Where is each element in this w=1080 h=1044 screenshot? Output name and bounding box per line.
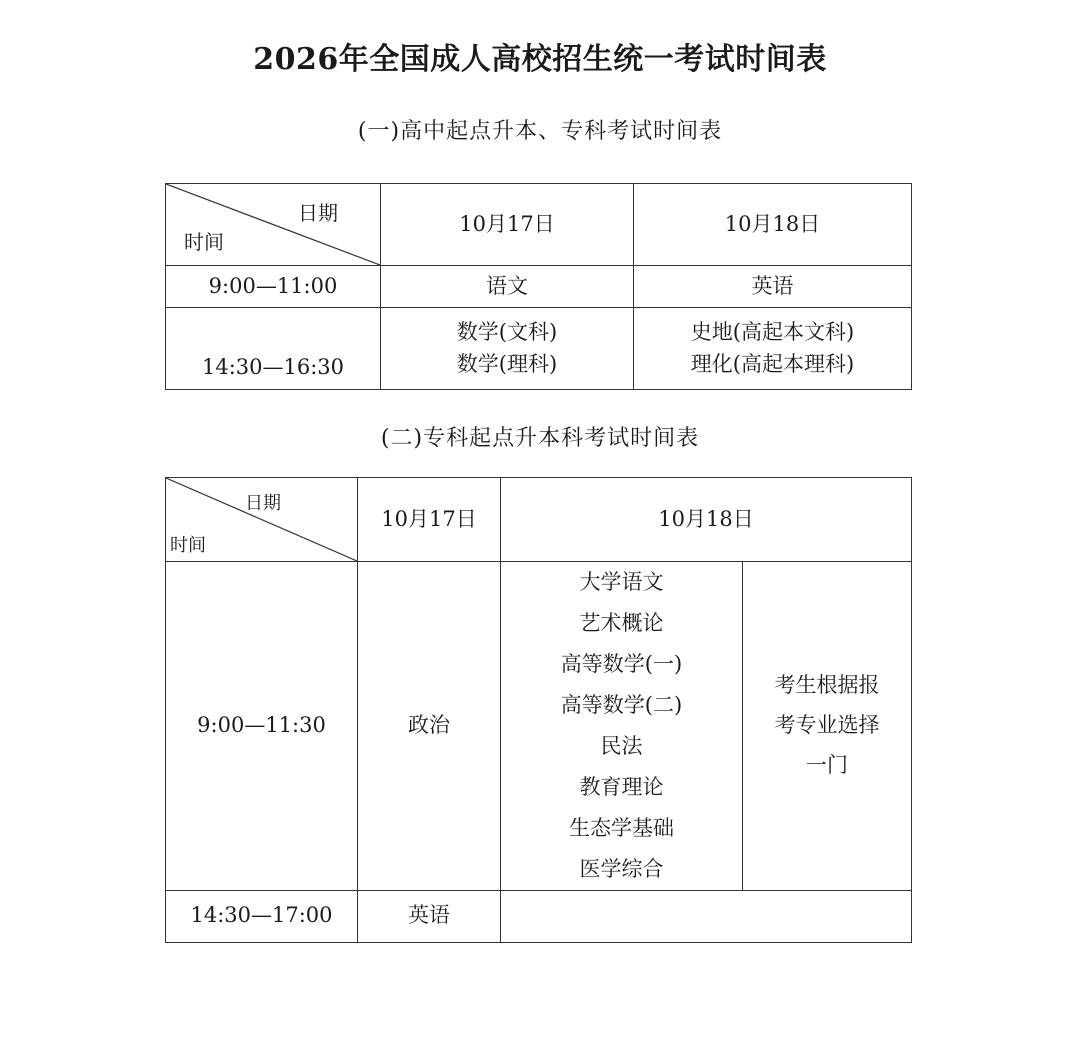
note-line: 考生根据报 [774, 672, 880, 697]
table1-day1-header: 10月17日 [381, 184, 634, 266]
table1-day1-cell [381, 308, 634, 390]
table2-day2-subjects-cell [501, 562, 743, 891]
table2-day1-cell: 政治 [358, 562, 501, 891]
subject: 教育理论 [579, 774, 664, 799]
table1-corner-cell [166, 184, 381, 266]
table2-day1-cell: 英语 [358, 890, 501, 942]
subject: 语文 [486, 273, 528, 298]
table1-time-cell: 9:00—11:00 [166, 266, 381, 308]
table1-row [166, 266, 912, 308]
subject: 艺术概论 [579, 610, 664, 635]
table2-time-cell: 9:00—11:30 [166, 562, 358, 891]
subject: 数学(理科) [456, 351, 558, 376]
note-line: 考专业选择 [774, 712, 880, 737]
table1-day2-cell [634, 266, 912, 308]
subject: 数学(文科) [456, 320, 558, 344]
table2-day1-header: 10月17日 [358, 478, 501, 562]
table1-day1-cell [381, 266, 634, 308]
subject: 史地(高起本文科) [690, 320, 855, 344]
schedule-table-2 [165, 477, 912, 943]
section2-heading: (二)专科起点升本科考试时间表 [380, 426, 700, 451]
table2-date-label: 日期 [245, 493, 281, 514]
table1-day2-header: 10月18日 [634, 184, 912, 266]
subject: 高等数学(二) [560, 692, 683, 717]
table2-day2-header: 10月18日 [501, 478, 912, 562]
subject: 大学语文 [579, 570, 664, 594]
subject: 生态学基础 [569, 815, 674, 840]
table2-time-cell: 14:30—17:00 [166, 890, 358, 942]
subject: 高等数学(一) [560, 651, 683, 676]
subject: 民法 [600, 733, 643, 758]
table2-header-row [166, 478, 912, 562]
table1-date-label: 日期 [298, 201, 338, 225]
table1-time-label: 时间 [184, 230, 224, 254]
note-line: 一门 [806, 752, 848, 777]
section1-heading: (一)高中起点升本、专科考试时间表 [357, 119, 723, 144]
table2-corner-cell [166, 478, 358, 562]
table1-time-cell: 14:30—16:30 [166, 308, 381, 390]
table1-header-row [166, 184, 912, 266]
table1-day2-cell [634, 308, 912, 390]
schedule-table-1 [165, 183, 912, 390]
subject: 医学综合 [579, 856, 664, 881]
table2-time-label: 时间 [170, 535, 206, 556]
table2-row [166, 890, 912, 942]
subject: 理化(高起本理科) [690, 351, 855, 376]
page-title: 2026年全国成人高校招生统一考试时间表 [253, 42, 827, 77]
subject: 英语 [751, 273, 794, 298]
table2-row [166, 562, 912, 891]
table2-day2-cell [501, 890, 912, 942]
table1-row [166, 308, 912, 390]
table2-day2-note-cell [743, 562, 912, 891]
